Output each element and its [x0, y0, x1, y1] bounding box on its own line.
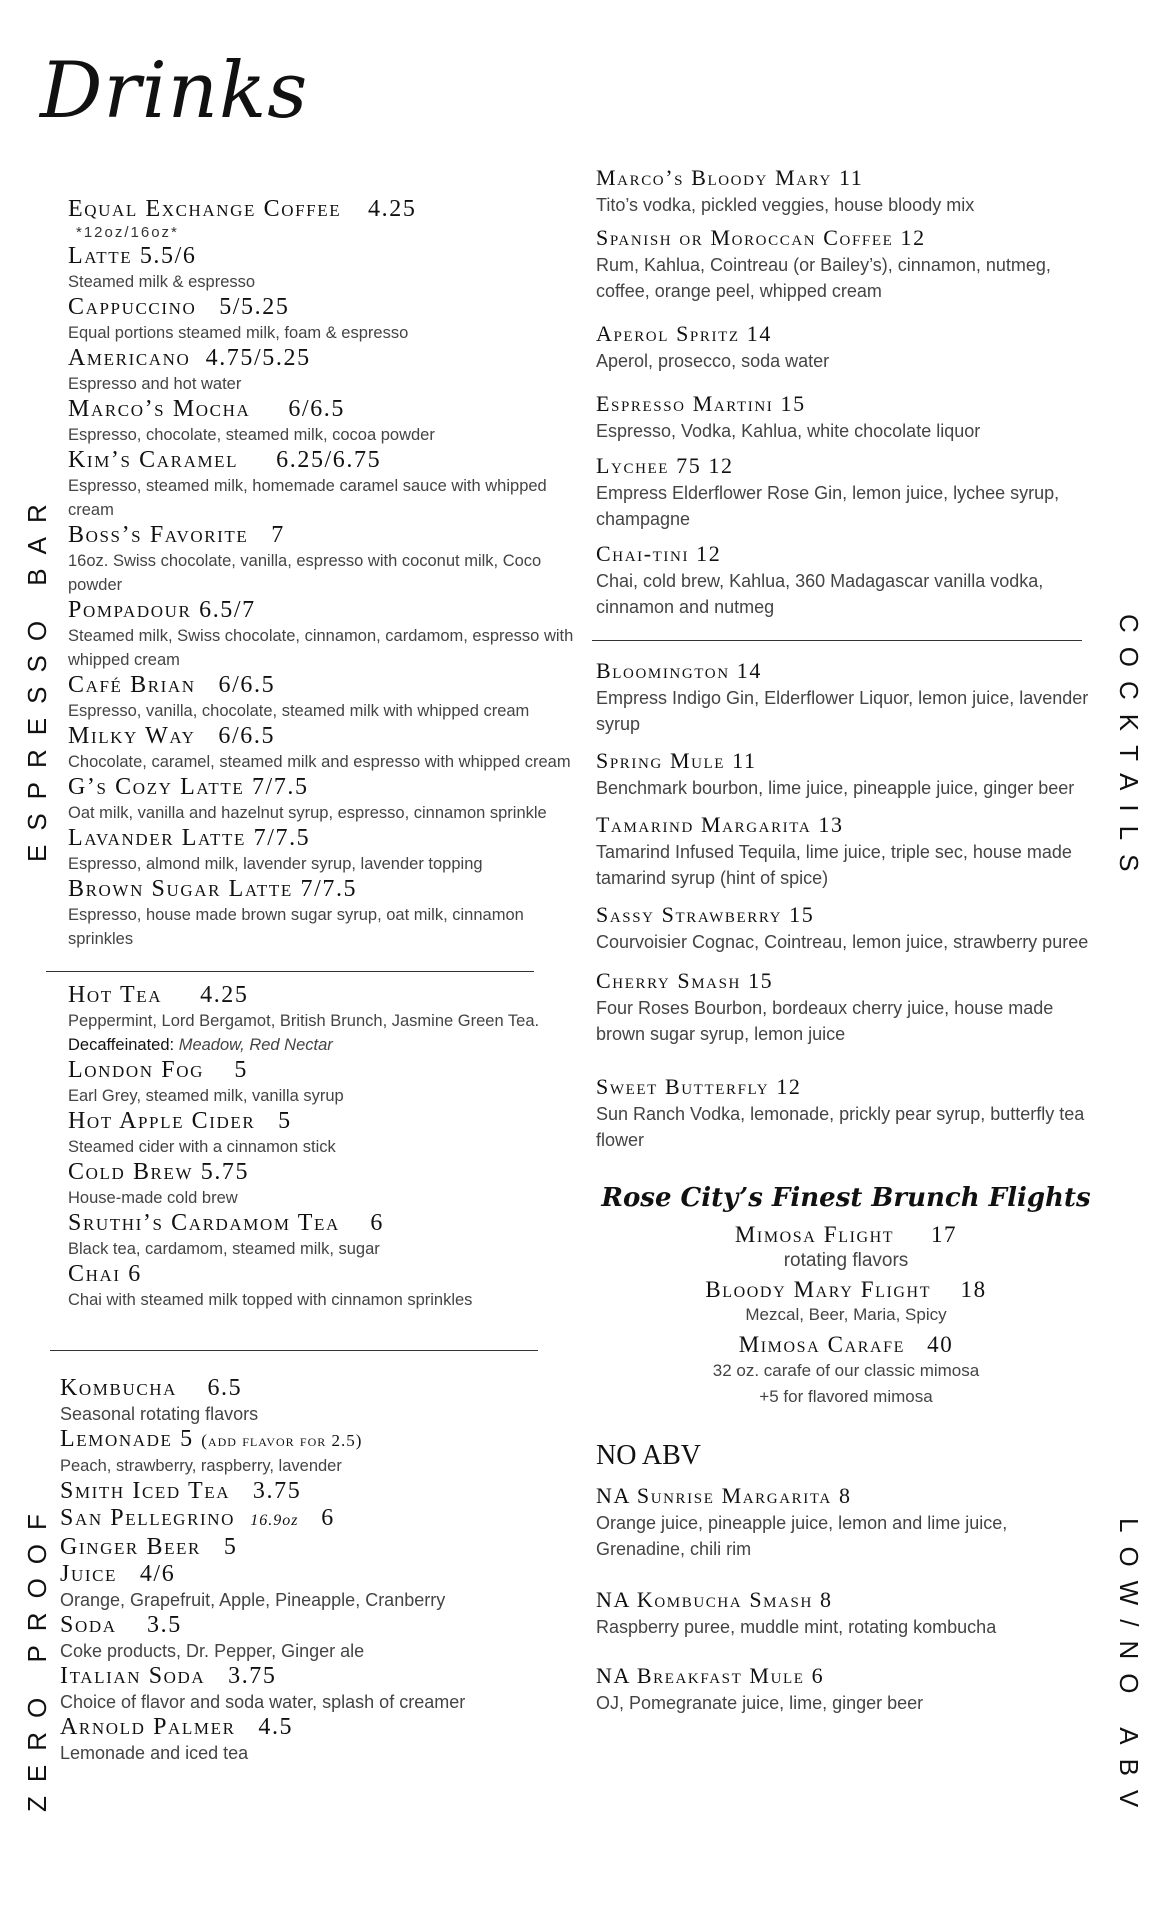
menu-item [68, 345, 578, 396]
item-price: 14 [736, 658, 762, 683]
item-description: Lemonade and iced tea [60, 1743, 249, 1763]
item-name: Equal Exchange Coffee [68, 196, 342, 222]
item-name: NA Sunrise Margarita [596, 1483, 832, 1508]
item-description: Equal portions steamed milk, foam & espresso [68, 324, 409, 342]
item-price: 4/6 [139, 1561, 176, 1587]
item-name: Sweet Butterfly [596, 1074, 770, 1099]
item-price: 3.5 [147, 1612, 182, 1638]
item-description: Rum, Kahlua, Cointreau (or Bailey’s), cinnamon, nutmeg, coffee, orange peel, whipped cream [596, 255, 1051, 301]
item-description: Empress Elderflower Rose Gin, lemon juice, lychee syrup, champagne [596, 483, 1060, 529]
item-price: 8 [820, 1587, 833, 1612]
item-description: +5 for flavored mimosa [759, 1387, 933, 1406]
item-name: NA Kombucha Smash [596, 1587, 813, 1612]
pellegrino-size: 16.9oz [250, 1512, 299, 1529]
item-name: Pompadour [68, 597, 192, 623]
item-name: G’s Cozy Latte [68, 774, 245, 800]
item-description: Raspberry puree, muddle mint, rotating kombucha [596, 1617, 997, 1637]
item-price: 4.25 [368, 196, 417, 222]
menu-item-equal-exchange-coffee [68, 196, 578, 243]
item-price: 15 [780, 391, 806, 416]
item-description: Espresso, almond milk, lavender syrup, lavender topping [68, 855, 483, 873]
item-description: Chocolate, caramel, steamed milk and espresso with whipped cream [68, 753, 571, 771]
item-price: 14 [746, 321, 772, 346]
menu-item [68, 723, 578, 774]
brunch-flights-section [596, 1183, 1096, 1410]
item-price: 6 [128, 1261, 142, 1287]
menu-item [68, 1159, 578, 1210]
side-label-espresso-bar: ESPRESSO BAR [22, 490, 52, 862]
item-description: Sun Ranch Vodka, lemonade, prickly pear syrup, butterfly tea flower [596, 1104, 1085, 1150]
item-description: 32 oz. carafe of our classic mimosa [712, 1361, 980, 1380]
item-price: 18 [960, 1277, 987, 1302]
item-name: Bloomington [596, 658, 730, 683]
menu-item [68, 876, 578, 951]
item-name: Lychee 75 [596, 453, 702, 478]
item-price: 6 [811, 1663, 825, 1688]
item-description: Seasonal rotating flavors [60, 1404, 259, 1424]
cocktails-section [596, 164, 1096, 1716]
espresso-section [60, 196, 578, 1765]
item-name: Chai [68, 1261, 121, 1287]
menu-item [596, 811, 1096, 891]
item-price: 4.25 [200, 982, 249, 1008]
item-description: rotating flavors [783, 1250, 909, 1271]
menu-item [60, 1534, 578, 1561]
decaf-list: Meadow, Red Nectar [178, 1036, 333, 1054]
item-price: 5.75 [200, 1159, 250, 1185]
item-price: 5/5.25 [219, 294, 290, 320]
item-price: 5 [223, 1534, 238, 1560]
menu-item [60, 1426, 578, 1478]
menu-item [60, 1663, 578, 1714]
item-name: Cappuccino [68, 294, 197, 320]
section-divider [46, 971, 534, 972]
menu-item [596, 967, 1096, 1047]
menu-item [596, 164, 1096, 218]
item-price: 8 [838, 1483, 852, 1508]
item-name: Espresso Martini [596, 391, 774, 416]
item-description: Four Roses Bourbon, bordeaux cherry juice, house made brown sugar syrup, lemon juice [596, 998, 1054, 1044]
item-name: Kombucha [60, 1375, 178, 1401]
item-description: Chai, cold brew, Kahlua, 360 Madagascar vanilla vodka, cinnamon and nutmeg [596, 571, 1044, 617]
menu-item [68, 1108, 578, 1159]
menu-item [60, 1505, 578, 1534]
item-price: 6 [321, 1505, 335, 1531]
menu-item [68, 672, 578, 723]
item-price: 6/6.5 [218, 672, 276, 698]
item-description: House-made cold brew [68, 1189, 238, 1207]
menu-item [596, 1586, 1096, 1640]
no-abv-heading: NO ABV [596, 1440, 702, 1471]
section-divider [50, 1350, 538, 1351]
item-name: Chai-tini [596, 541, 690, 566]
item-price: 12 [776, 1074, 802, 1099]
menu-item [68, 294, 578, 345]
item-description: Steamed milk & espresso [68, 273, 256, 291]
side-label-zero-proof: ZERO PROOF [22, 1500, 52, 1812]
section-divider [592, 640, 1082, 641]
item-description: Espresso, vanilla, chocolate, steamed milk with whipped cream [68, 702, 530, 720]
item-name: Hot Apple Cider [68, 1108, 256, 1134]
menu-item [596, 540, 1096, 620]
item-description: Espresso, house made brown sugar syrup, oat milk, cinnamon sprinkles [68, 906, 524, 948]
menu-item [596, 1073, 1096, 1153]
item-price: 17 [930, 1222, 958, 1247]
no-abv-section [596, 1440, 1096, 1716]
item-description: Empress Indigo Gin, Elderflower Liquor, lemon juice, lavender syrup [596, 688, 1089, 734]
item-name: Boss’s Favorite [68, 522, 249, 548]
item-name: Americano [68, 345, 191, 371]
menu-item [68, 1057, 578, 1108]
brunch-flights-title: Rose City’s Finest Brunch Flights [601, 1183, 1091, 1213]
item-price: 5 [234, 1057, 248, 1083]
item-description: Earl Grey, steamed milk, vanilla syrup [68, 1087, 344, 1105]
item-price: 15 [748, 968, 774, 993]
item-description: Espresso, steamed milk, homemade caramel sauce with whipped cream [68, 477, 547, 519]
menu-item [596, 224, 1096, 304]
menu-item [68, 522, 578, 597]
item-name: Marco’s Bloody Mary [596, 165, 832, 190]
item-description: Orange, Grapefruit, Apple, Pineapple, Cranberry [60, 1590, 446, 1610]
item-name: Sassy Strawberry [596, 902, 783, 927]
item-price: 6.5 [207, 1375, 243, 1401]
item-name: Soda [60, 1612, 117, 1638]
menu-item [596, 390, 1096, 444]
item-name: Spanish or Moroccan Coffee [596, 225, 894, 250]
item-description: Steamed milk, Swiss chocolate, cinnamon, cardamom, espresso with whipped cream [68, 627, 574, 669]
menu-item [68, 774, 578, 825]
item-price: 6.5/7 [199, 597, 256, 623]
item-price: 6 [370, 1210, 384, 1236]
item-name: Spring Mule [596, 748, 726, 773]
menu-item [596, 901, 1096, 955]
item-description: Coke products, Dr. Pepper, Ginger ale [60, 1641, 365, 1661]
item-description: Espresso, Vodka, Kahlua, white chocolate liquor [596, 421, 981, 441]
item-description: Chai with steamed milk topped with cinnamon sprinkles [68, 1291, 473, 1309]
item-price: 6/6.5 [218, 723, 276, 749]
item-name: Aperol Spritz [596, 321, 740, 346]
menu-title: Drinks [40, 46, 309, 136]
item-price: 12 [708, 453, 734, 478]
item-description: Steamed cider with a cinnamon stick [68, 1138, 336, 1156]
item-price: 3.75 [252, 1478, 302, 1504]
item-price: 7/7.5 [300, 876, 358, 902]
item-description: Peach, strawberry, raspberry, lavender [60, 1457, 342, 1475]
menu-item [596, 747, 1096, 801]
item-name: London Fog [68, 1057, 204, 1083]
item-price: 13 [818, 812, 844, 837]
item-name: Arnold Palmer [60, 1714, 236, 1740]
item-name: Mimosa Flight [734, 1222, 895, 1247]
item-description: Tito’s vodka, pickled veggies, house bloody mix [596, 195, 975, 215]
item-price: 6.25/6.75 [276, 447, 382, 473]
menu-item-hot-tea [68, 982, 578, 1057]
menu-item [596, 320, 1096, 374]
menu-item [68, 1210, 578, 1261]
item-description [68, 1009, 578, 1057]
item-name: Juice [60, 1561, 118, 1587]
menu-item [68, 1261, 578, 1312]
menu-item [68, 447, 578, 522]
item-price: 6/6.5 [288, 396, 345, 422]
item-description: Espresso and hot water [68, 375, 242, 393]
menu-item [60, 1612, 578, 1663]
item-name: NA Breakfast Mule [596, 1663, 805, 1688]
item-name: Ginger Beer [60, 1534, 201, 1560]
item-description: 16oz. Swiss chocolate, vanilla, espresso with coconut milk, Coco powder [68, 552, 542, 594]
menu-item [68, 825, 578, 876]
decaf-label: Decaffeinated: [68, 1036, 175, 1054]
item-price: 5.5/6 [139, 243, 197, 269]
lemonade-extra: (add flavor for 2.5) [201, 1431, 363, 1450]
item-name: Kim’s Caramel [68, 447, 239, 473]
item-name: Mimosa Carafe [738, 1332, 906, 1357]
menu-item [60, 1375, 578, 1426]
item-price: 40 [927, 1332, 954, 1357]
item-name: Cherry Smash [596, 968, 741, 993]
item-name: Bloody Mary Flight [705, 1277, 932, 1302]
item-description: Orange juice, pineapple juice, lemon and lime juice, Grenadine, chili rim [596, 1513, 1008, 1559]
item-name: Smith Iced Tea [60, 1478, 231, 1504]
menu-item [596, 1662, 1096, 1716]
item-price: 5 [278, 1108, 292, 1134]
item-price: 11 [838, 165, 864, 190]
item-price: 12 [900, 225, 926, 250]
item-name: Milky Way [68, 723, 196, 749]
item-name: Brown Sugar Latte [68, 876, 293, 902]
item-price: 4.75/5.25 [205, 345, 311, 371]
menu-item [596, 657, 1096, 737]
menu-item [596, 1482, 1096, 1562]
item-name: Sruthi’s Cardamom Tea [68, 1210, 340, 1236]
item-name: Lavander Latte [68, 825, 246, 851]
item-name: Hot Tea [68, 982, 163, 1008]
item-name: Marco’s Mocha [68, 396, 251, 422]
item-name: Lemonade [60, 1426, 173, 1452]
coffee-size-note: *12oz/16oz* [76, 224, 179, 241]
item-name: San Pellegrino [60, 1505, 236, 1531]
item-description: Tamarind Infused Tequila, lime juice, triple sec, house made tamarind syrup (hint of spice) [596, 842, 1072, 888]
item-description: OJ, Pomegranate juice, lime, ginger beer [596, 1693, 924, 1713]
item-description: Black tea, cardamom, steamed milk, sugar [68, 1240, 380, 1258]
item-price: 3.75 [228, 1663, 277, 1689]
item-description: Choice of flavor and soda water, splash of creamer [60, 1692, 466, 1712]
item-price: 5 [180, 1426, 194, 1452]
zero-proof-section [60, 1375, 578, 1765]
item-price: 12 [696, 541, 722, 566]
item-description: Aperol, prosecco, soda water [596, 351, 830, 371]
item-name: Italian Soda [60, 1663, 206, 1689]
item-name: Cold Brew [68, 1159, 194, 1185]
item-description: Oat milk, vanilla and hazelnut syrup, espresso, cinnamon sprinkle [68, 804, 547, 822]
menu-item [68, 243, 578, 294]
menu-item [60, 1478, 578, 1505]
menu-item [68, 396, 578, 447]
item-price: 15 [789, 902, 815, 927]
item-price: 7/7.5 [253, 825, 311, 851]
item-description: Courvoisier Cognac, Cointreau, lemon juice, strawberry puree [596, 932, 1089, 952]
side-label-cocktails: COCKTAILS [1114, 614, 1144, 886]
item-price: 7 [271, 522, 285, 548]
item-price: 7/7.5 [251, 774, 309, 800]
item-price: 11 [732, 748, 757, 773]
menu-item [60, 1561, 578, 1612]
menu-item [60, 1714, 578, 1765]
item-name: Café Brian [68, 672, 196, 698]
item-description: Espresso, chocolate, steamed milk, cocoa powder [68, 426, 435, 444]
item-name: Latte [68, 243, 133, 269]
item-description: Mezcal, Beer, Maria, Spicy [745, 1305, 947, 1324]
side-label-low-no-abv: LOW/NO ABV [1114, 1518, 1144, 1822]
hot-tea-list: Peppermint, Lord Bergamot, British Brunch, Jasmine Green Tea. [68, 1012, 540, 1030]
menu-item [68, 597, 578, 672]
menu-item [596, 452, 1096, 532]
item-description: Benchmark bourbon, lime juice, pineapple juice, ginger beer [596, 778, 1075, 798]
item-name: Tamarind Margarita [596, 812, 812, 837]
item-price: 4.5 [258, 1714, 294, 1740]
